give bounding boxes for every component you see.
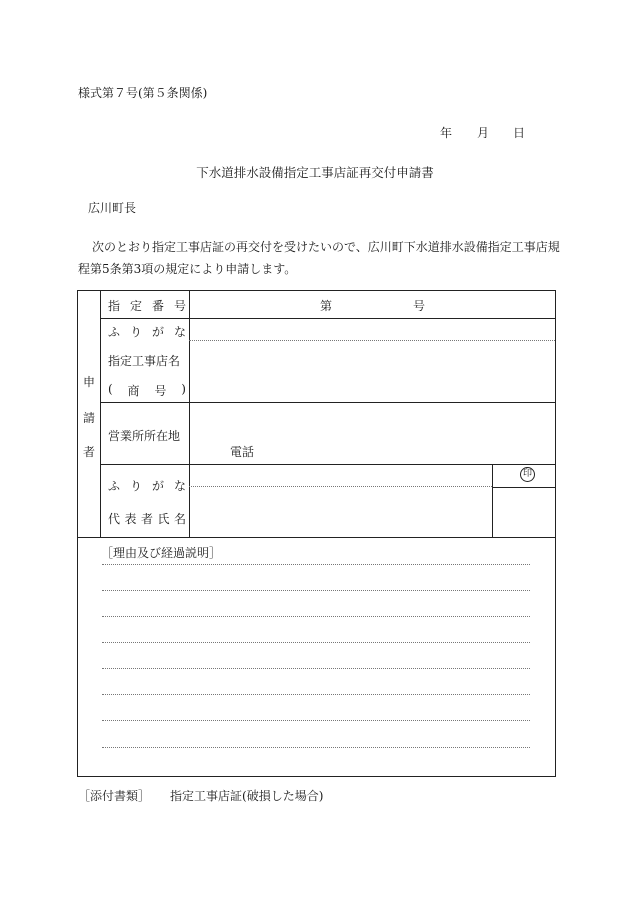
- office-location-label: 営業所所在地: [108, 429, 181, 443]
- trade-name-label: [108, 382, 186, 399]
- row-divider: [100, 318, 555, 319]
- furigana2-label: [108, 477, 186, 494]
- seal-row-divider: [492, 487, 555, 488]
- reason-line: [102, 720, 530, 721]
- date-day: 日: [513, 126, 526, 140]
- reason-line: [102, 590, 530, 591]
- reason-line: [102, 564, 530, 565]
- date-month: 月: [477, 126, 490, 140]
- label-char: 定: [129, 299, 142, 313]
- number-suffix: 号: [413, 299, 426, 313]
- label-char: 者: [140, 512, 153, 526]
- form-number: 様式第７号(第５条関係): [78, 86, 208, 100]
- reason-line: [102, 747, 530, 748]
- label-char: 指: [108, 299, 121, 313]
- attachment-content: 指定工事店証(破損した場合): [170, 789, 324, 803]
- row-divider: [100, 402, 555, 403]
- applicant-column-divider: [100, 291, 101, 537]
- label-char: 商: [127, 384, 140, 398]
- reason-line: [102, 668, 530, 669]
- label-char: り: [129, 325, 142, 339]
- label-char: り: [129, 479, 142, 493]
- attachment-label: ［添付書類］: [78, 789, 151, 803]
- label-char: (: [108, 382, 113, 396]
- phone-label: 電話: [230, 445, 255, 459]
- number-prefix: 第: [320, 299, 333, 313]
- label-column-divider: [189, 291, 190, 537]
- furigana-dotted-line: [189, 340, 555, 341]
- label-char: ふ: [108, 479, 121, 493]
- application-form: [77, 290, 556, 777]
- attachment-note: [78, 787, 323, 804]
- seal-column-divider: [492, 464, 493, 537]
- label-char: ): [181, 382, 186, 396]
- label-char: 号: [154, 384, 167, 398]
- label-char: 表: [124, 512, 137, 526]
- applicant-char: 請: [82, 411, 95, 425]
- reason-line: [102, 616, 530, 617]
- body-line-2: 程第5条第3項の規定により申請します。: [78, 262, 297, 276]
- reason-line: [102, 694, 530, 695]
- applicant-char: 者: [82, 445, 95, 459]
- body-text: [78, 236, 568, 280]
- shop-name-label: 指定工事店名: [108, 354, 181, 368]
- row-divider: [78, 537, 555, 538]
- label-char: 氏: [157, 512, 170, 526]
- designation-number-label: [108, 297, 186, 314]
- label-char: 号: [173, 299, 186, 313]
- body-line-1: 次のとおり指定工事店証の再交付を受けたいので、広川町下水道排水設備指定工事店規: [92, 240, 560, 254]
- reason-label: ［理由及び経過説明］: [101, 546, 222, 560]
- label-char: が: [151, 325, 164, 339]
- addressee: 広川町長: [88, 201, 137, 215]
- row-divider: [100, 464, 555, 465]
- rep-name-label: [108, 510, 186, 527]
- label-char: が: [151, 479, 164, 493]
- date-line: [440, 124, 525, 141]
- document-title: 下水道排水設備指定工事店証再交付申請書: [196, 165, 434, 180]
- label-char: な: [173, 325, 186, 339]
- reason-line: [102, 642, 530, 643]
- label-char: な: [173, 479, 186, 493]
- label-char: ふ: [108, 325, 121, 339]
- label-char: 番: [151, 299, 164, 313]
- label-char: 名: [173, 512, 186, 526]
- seal-mark: 印: [520, 467, 535, 482]
- furigana-label: [108, 323, 186, 340]
- applicant-char: 申: [82, 375, 95, 389]
- date-year: 年: [440, 126, 453, 140]
- furigana2-dotted-line: [189, 486, 492, 487]
- label-char: 代: [108, 512, 121, 526]
